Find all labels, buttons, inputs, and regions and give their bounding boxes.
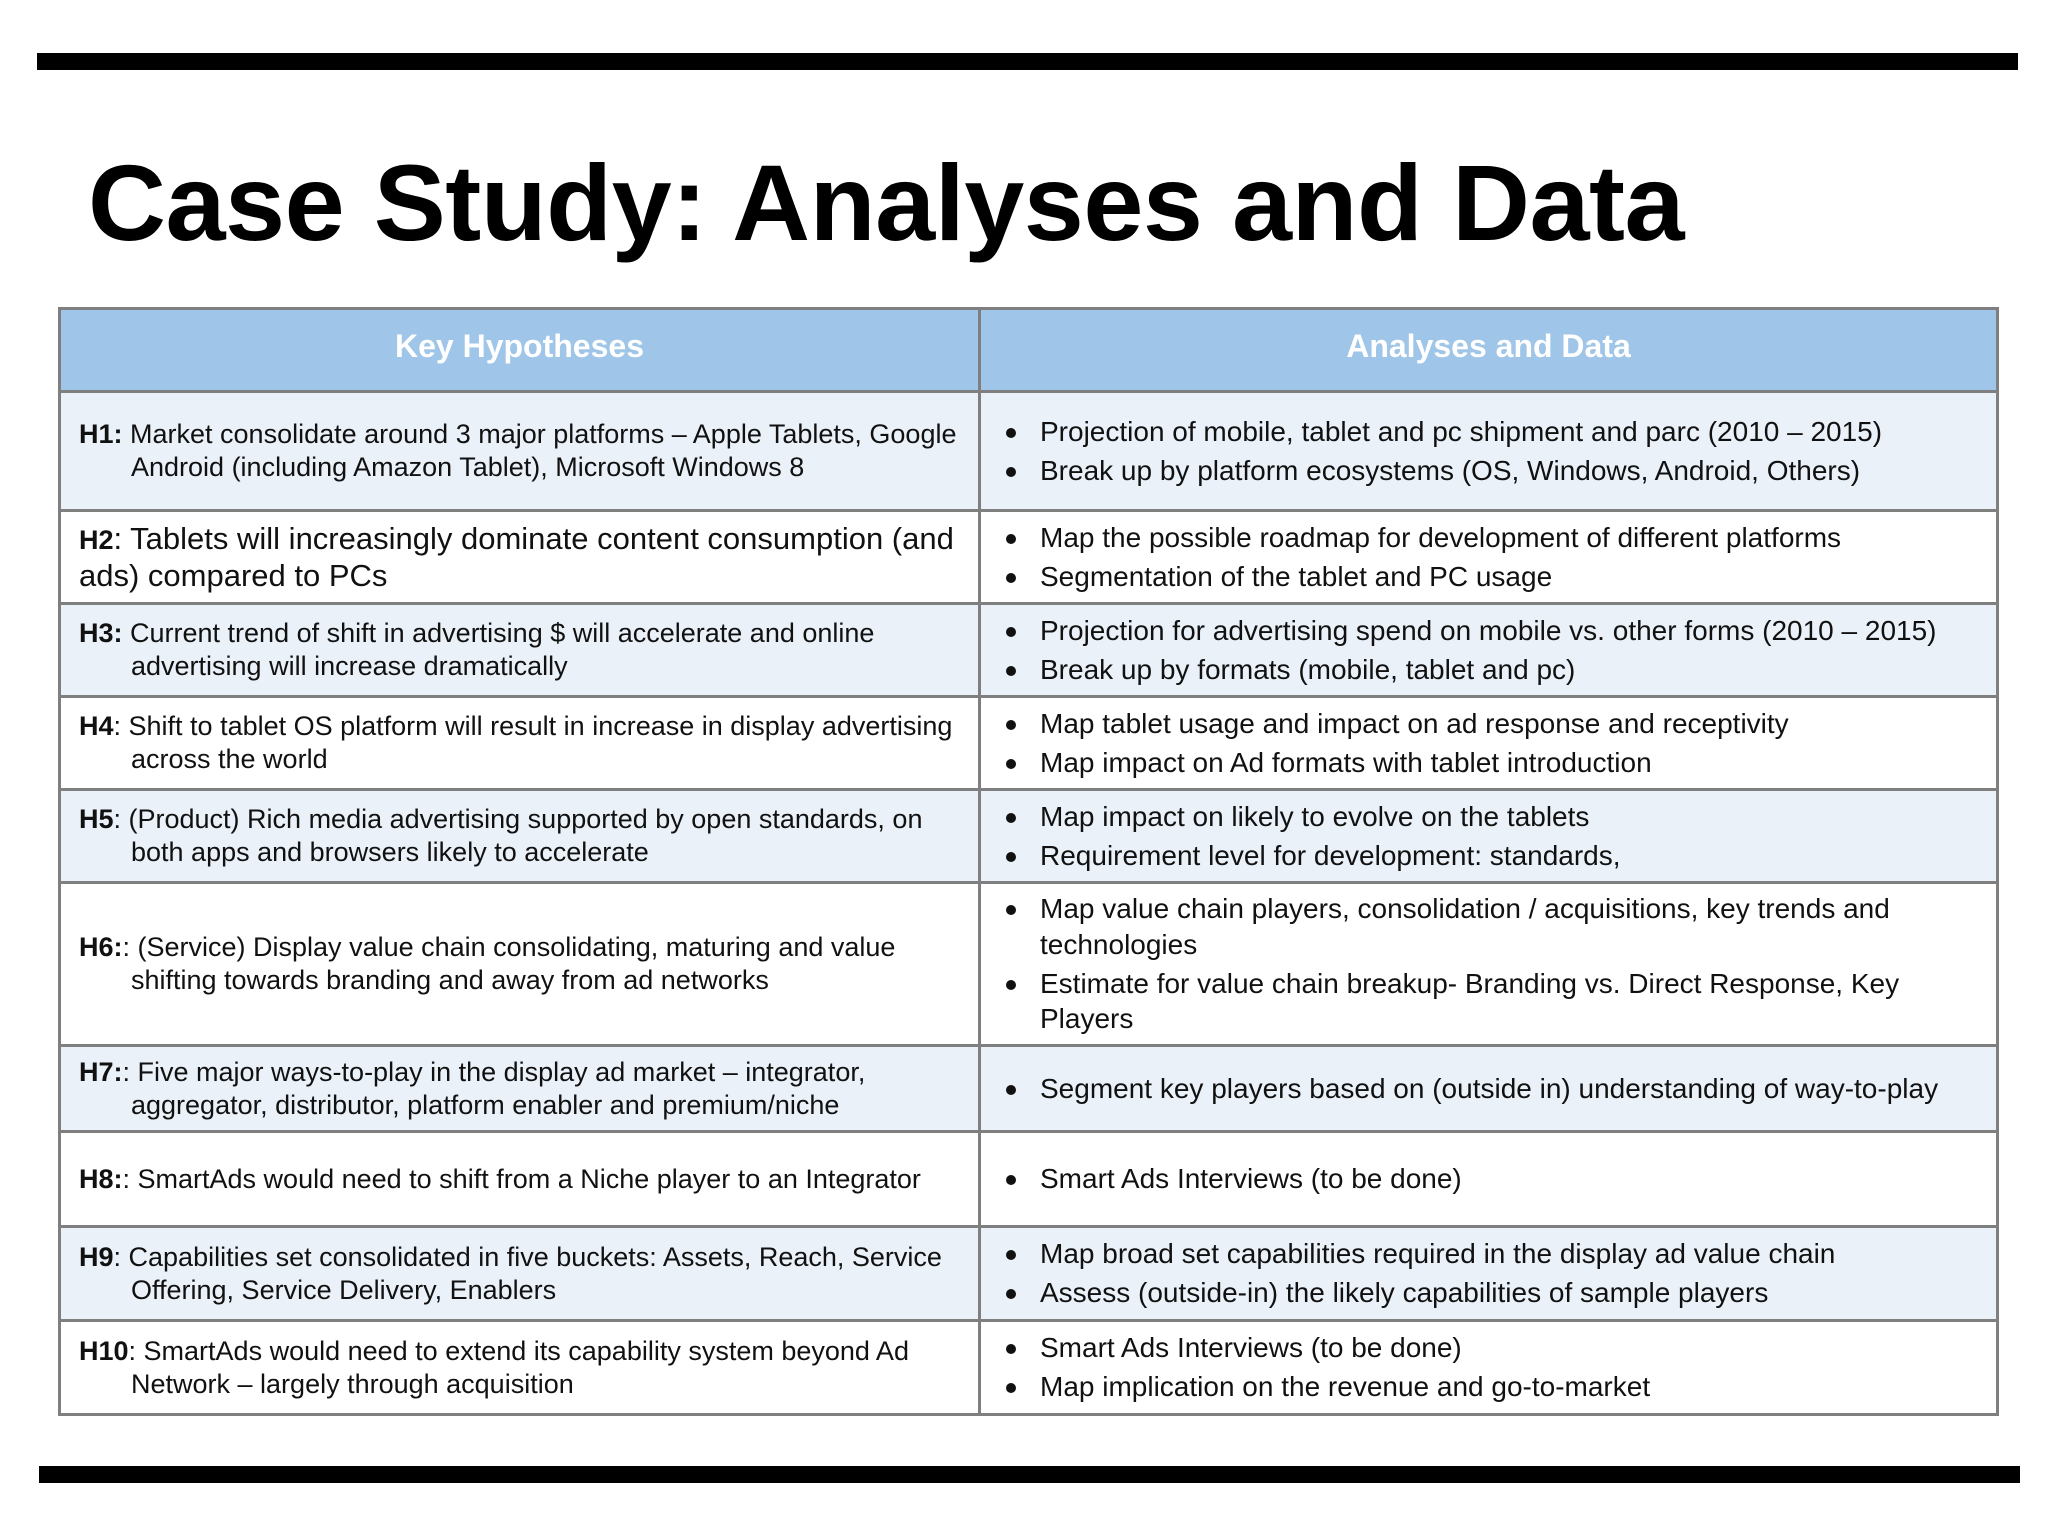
- hypothesis-id: H1:: [79, 418, 123, 449]
- analyses-list: [999, 1161, 1978, 1197]
- hypothesis-text: : (Product) Rich media advertising supported by open standards, on both apps and browsers likely to accelerate: [113, 803, 923, 867]
- analyses-list: [999, 520, 1978, 595]
- slide-title: Case Study: Analyses and Data: [88, 142, 1685, 263]
- table-row: [60, 1046, 1998, 1132]
- bottom-divider-bar: [39, 1466, 2020, 1483]
- table-row: [60, 790, 1998, 883]
- hypothesis-text: : SmartAds would need to extend its capability system beyond Ad Network – largely through acquisition: [128, 1335, 909, 1399]
- analyses-cell: [980, 604, 1998, 697]
- table-header-row: [60, 309, 1998, 392]
- analysis-item: Map tablet usage and impact on ad response and receptivity: [999, 706, 1978, 742]
- analyses-list: [999, 1236, 1978, 1311]
- hypothesis-cell: [60, 1227, 980, 1321]
- analysis-item: Assess (outside-in) the likely capabilities of sample players: [999, 1275, 1978, 1311]
- analyses-list: [999, 613, 1978, 688]
- table-row: [60, 1321, 1998, 1415]
- analyses-cell: [980, 1321, 1998, 1415]
- hypothesis-cell: [60, 604, 980, 697]
- table-row: [60, 604, 1998, 697]
- analysis-item: Map impact on likely to evolve on the tablets: [999, 799, 1978, 835]
- analyses-list: [999, 706, 1978, 781]
- hypothesis-text: : Five major ways-to-play in the display ad market – integrator, aggregator, distributor, platform enabler and premium/niche: [122, 1056, 866, 1120]
- hypothesis-id: H9: [79, 1241, 114, 1272]
- analysis-item: Map value chain players, consolidation / acquisitions, key trends and technologies: [999, 891, 1978, 963]
- hypothesis-cell: [60, 1321, 980, 1415]
- hypothesis-text: : Tablets will increasingly dominate content consumption (and ads) compared to PCs: [79, 520, 954, 593]
- analysis-item: Projection for advertising spend on mobile vs. other forms (2010 – 2015): [999, 613, 1978, 649]
- table-row: [60, 697, 1998, 790]
- analysis-item: Map the possible roadmap for development of different platforms: [999, 520, 1978, 556]
- analysis-item: Map broad set capabilities required in the display ad value chain: [999, 1236, 1978, 1272]
- header-key-hypotheses: Key Hypotheses: [60, 309, 980, 392]
- hypothesis-cell: [60, 790, 980, 883]
- hypotheses-table: [58, 307, 1999, 1416]
- hypothesis-id: H7:: [79, 1056, 123, 1087]
- analysis-item: Smart Ads Interviews (to be done): [999, 1161, 1978, 1197]
- analyses-cell: [980, 697, 1998, 790]
- analysis-item: Projection of mobile, tablet and pc shipment and parc (2010 – 2015): [999, 414, 1978, 450]
- hypothesis-cell: [60, 1132, 980, 1227]
- hypothesis-id: H4: [79, 710, 114, 741]
- analyses-list: [999, 1071, 1978, 1107]
- analyses-list: [999, 891, 1978, 1037]
- hypothesis-cell: [60, 883, 980, 1046]
- hypothesis-id: H3:: [79, 617, 123, 648]
- analysis-item: Segment key players based on (outside in) understanding of way-to-play: [999, 1071, 1978, 1107]
- hypothesis-id: H5: [79, 803, 114, 834]
- analyses-cell: [980, 790, 1998, 883]
- header-analyses-and-data: Analyses and Data: [980, 309, 1998, 392]
- hypothesis-cell: [60, 697, 980, 790]
- top-divider-bar: [37, 53, 2018, 70]
- hypothesis-id: H8:: [79, 1163, 123, 1194]
- analyses-cell: [980, 1046, 1998, 1132]
- table-row: [60, 883, 1998, 1046]
- analysis-item: Segmentation of the tablet and PC usage: [999, 559, 1978, 595]
- analysis-item: Break up by platform ecosystems (OS, Windows, Android, Others): [999, 453, 1978, 489]
- table-row: [60, 1132, 1998, 1227]
- hypothesis-text: : Capabilities set consolidated in five buckets: Assets, Reach, Service Offering, Service Delivery, Enablers: [113, 1241, 942, 1305]
- analyses-cell: [980, 1227, 1998, 1321]
- hypothesis-cell: [60, 1046, 980, 1132]
- hypothesis-text: : Shift to tablet OS platform will result in increase in display advertising across the world: [113, 710, 953, 774]
- analyses-list: [999, 414, 1978, 489]
- hypothesis-cell: [60, 392, 980, 511]
- hypothesis-cell: [60, 511, 980, 604]
- hypothesis-text: : SmartAds would need to shift from a Niche player to an Integrator: [122, 1163, 921, 1194]
- analyses-cell: [980, 1132, 1998, 1227]
- hypothesis-id: H6:: [79, 931, 123, 962]
- analyses-cell: [980, 883, 1998, 1046]
- analyses-list: [999, 1330, 1978, 1405]
- hypothesis-text: : (Service) Display value chain consolidating, maturing and value shifting towards branding and away from ad networks: [122, 931, 896, 996]
- analyses-list: [999, 799, 1978, 874]
- analyses-cell: [980, 511, 1998, 604]
- analysis-item: Map impact on Ad formats with tablet introduction: [999, 745, 1978, 781]
- hypothesis-id: H2: [79, 524, 114, 555]
- analysis-item: Map implication on the revenue and go-to-market: [999, 1369, 1978, 1405]
- table-row: [60, 1227, 1998, 1321]
- analysis-item: Smart Ads Interviews (to be done): [999, 1330, 1978, 1366]
- analysis-item: Estimate for value chain breakup- Branding vs. Direct Response, Key Players: [999, 966, 1978, 1038]
- table-row: [60, 392, 1998, 511]
- analysis-item: Break up by formats (mobile, tablet and pc): [999, 652, 1978, 688]
- analysis-item: Requirement level for development: standards,: [999, 838, 1978, 874]
- hypothesis-text: Market consolidate around 3 major platforms – Apple Tablets, Google Android (including Amazon Tablet), Microsoft Windows 8: [122, 418, 957, 482]
- analyses-cell: [980, 392, 1998, 511]
- table-row: [60, 511, 1998, 604]
- hypothesis-text: Current trend of shift in advertising $ will accelerate and online advertising will increase dramatically: [122, 617, 875, 681]
- hypothesis-id: H10: [79, 1335, 129, 1366]
